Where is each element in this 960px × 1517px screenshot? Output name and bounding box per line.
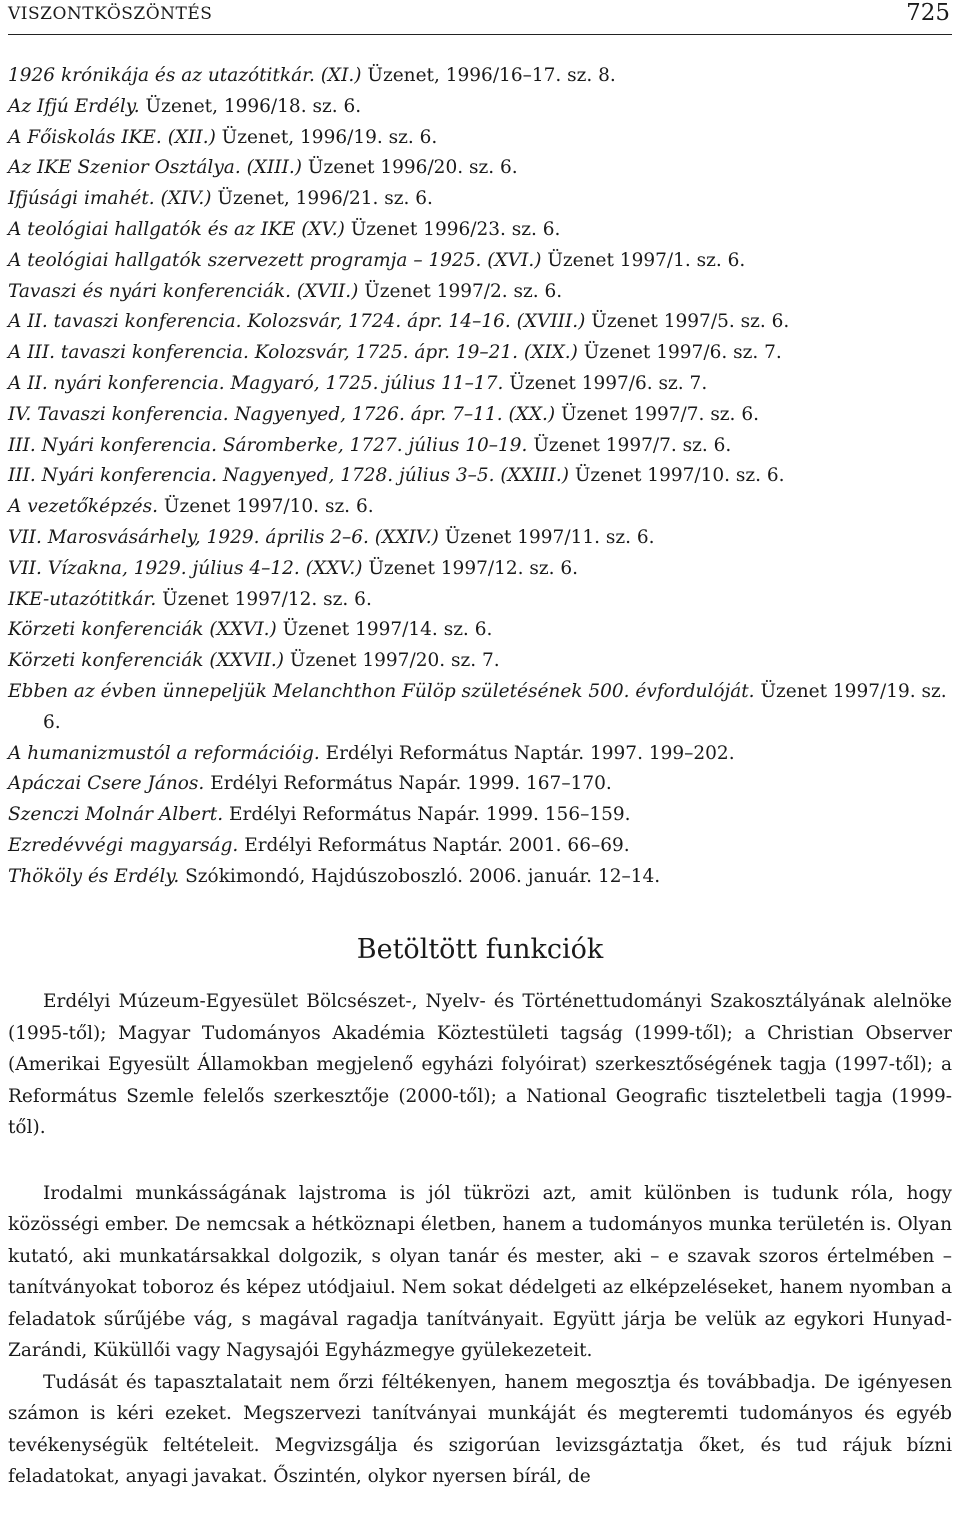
entry-title: Szenczi Molnár Albert. xyxy=(8,804,224,826)
entry-title: IV. Tavaszi konferencia. Nagyenyed, 1726. ápr. 7–11. (XX.) xyxy=(8,403,556,425)
entry-source: Üzenet 1997/1. sz. 6. xyxy=(541,249,746,271)
bibliography-entry xyxy=(8,554,956,585)
entry-source: Üzenet, 1996/18. sz. 6. xyxy=(139,95,362,117)
entry-title: Apáczai Csere János. xyxy=(8,773,205,795)
entry-title: A teológiai hallgatók és az IKE (XV.) xyxy=(8,218,345,240)
entry-source: Erdélyi Református Naptár. 1997. 199–202. xyxy=(319,742,735,764)
bibliography-entry xyxy=(8,92,956,123)
bibliography-list xyxy=(8,61,956,893)
entry-title: Ifjúsági imahét. (XIV.) xyxy=(8,188,212,210)
entry-source: Üzenet 1996/23. sz. 6. xyxy=(344,218,561,240)
entry-title: Az Ifjú Erdély. xyxy=(8,95,140,117)
entry-title: VII. Vízakna, 1929. július 4–12. (XXV.) xyxy=(8,557,363,579)
entry-source: Üzenet, 1996/16–17. sz. 8. xyxy=(361,65,616,86)
entry-source: Üzenet 1997/12. sz. 6. xyxy=(156,588,372,610)
entry-title: A III. tavaszi konferencia. Kolozsvár, 1725. ápr. 19–21. (XIX.) xyxy=(8,342,578,364)
entry-source: Üzenet 1997/2. sz. 6. xyxy=(358,280,563,302)
entry-source: Erdélyi Református Naptár. 2001. 66–69. xyxy=(238,834,630,856)
entry-title: A teológiai hallgatók szervezett programja – 1925. (XVI.) xyxy=(8,249,542,271)
entry-title: A humanizmustól a reformációig. xyxy=(8,742,320,764)
entry-title: Körzeti konferenciák (XXVII.) xyxy=(8,650,285,672)
bibliography-entry xyxy=(8,153,956,184)
entry-source: Üzenet, 1996/19. sz. 6. xyxy=(215,126,438,148)
entry-source: Üzenet 1997/10. sz. 6. xyxy=(568,465,785,487)
bibliography-entry xyxy=(8,615,956,646)
entry-source: Üzenet 1997/7. sz. 6. xyxy=(555,403,759,425)
entry-title: A II. tavaszi konferencia. Kolozsvár, 1724. ápr. 14–16. (XVIII.) xyxy=(8,311,586,333)
bibliography-entry xyxy=(8,646,956,677)
entry-title: A II. nyári konferencia. Magyaró, 1725. július 11–17. xyxy=(8,372,504,394)
entry-source: Üzenet 1996/20. sz. 6. xyxy=(302,157,518,179)
bibliography-entry xyxy=(8,431,956,462)
entry-source: Üzenet 1997/12. sz. 6. xyxy=(362,557,579,579)
entry-title: A vezetőképzés. xyxy=(8,496,158,518)
entry-source: Üzenet 1997/11. sz. 6. xyxy=(438,526,655,548)
entry-source: Szókimondó, Hajdúszoboszló. 2006. január. 12–14. xyxy=(179,865,661,887)
bibliography-entry xyxy=(8,492,956,523)
entry-title: A Főiskolás IKE. (XII.) xyxy=(8,126,216,148)
entry-title: III. Nyári konferencia. Nagyenyed, 1728. július 3–5. (XXIII.) xyxy=(8,465,569,487)
bibliography-entry xyxy=(8,246,956,277)
bibliography-entry xyxy=(8,769,956,800)
bibliography-entry xyxy=(8,739,956,770)
entry-title: Ebben az évben ünnepeljük Melanchthon Fülöp születésének 500. évfordulóját. xyxy=(8,680,755,702)
running-head: VISZONTKÖSZÖNTÉS xyxy=(8,4,213,24)
paragraph: Tudását és tapasztalatait nem őrzi féltékenyen, hanem megosztja és továbbadja. De igényesen számon is kéri ezeket. Megszervezi tanítványai munkáját és megteremti tudományos és egyéb tevékenységük feltételeit. Megvizsgálja és szigorúan levizsgáztatja őket, és tud rájuk bízni feladatokat, anyagi javakat. Őszintén, olykor nyersen bírál, de xyxy=(8,1371,952,1487)
entry-title: Az IKE Szenior Osztálya. (XIII.) xyxy=(8,157,303,179)
body-text xyxy=(8,986,952,1493)
section-title: Betöltött funkciók xyxy=(356,934,604,965)
entry-source: Üzenet 1997/5. sz. 6. xyxy=(585,311,790,333)
entry-source: Üzenet 1997/19. sz. 6. xyxy=(43,680,947,733)
bibliography-entry xyxy=(8,61,956,92)
bibliography-entry xyxy=(8,338,956,369)
bibliography-entry xyxy=(8,215,956,246)
entry-title: III. Nyári konferencia. Sáromberke, 1727. július 10–19. xyxy=(8,434,528,456)
entry-source: Üzenet 1997/14. sz. 6. xyxy=(276,619,493,641)
entry-source: Üzenet 1997/20. sz. 7. xyxy=(284,650,500,672)
bibliography-entry xyxy=(8,523,956,554)
entry-source: Üzenet 1997/10. sz. 6. xyxy=(157,496,374,518)
entry-title: Körzeti konferenciák (XXVI.) xyxy=(8,619,277,641)
bibliography-entry xyxy=(8,461,956,492)
bibliography-entry xyxy=(8,585,956,616)
entry-title: Ezredévvégi magyarság. xyxy=(8,834,239,856)
entry-title: Thököly és Erdély. xyxy=(8,865,180,887)
paragraph: Erdélyi Múzeum-Egyesület Bölcsészet-, Nyelv- és Történettudományi Szakosztályának alelnöke (1995-től); Magyar Tudományos Akadémia Köztestületi tagság (1999-től); a Christian Observer (Amerikai Egyesült Államokban megjelenő egyházi folyóirat) szerkesztőségének tagja (1997-től); a Református Szemle felelős szerkesztője (2000-től); a National Geografic tiszteletbeli tagja (1999-től). xyxy=(8,991,952,1138)
bibliography-entry xyxy=(8,184,956,215)
entry-source: Üzenet, 1996/21. sz. 6. xyxy=(211,188,433,210)
bibliography-entry xyxy=(8,800,956,831)
bibliography-entry xyxy=(8,123,956,154)
entry-source: Erdélyi Református Napár. 1999. 156–159. xyxy=(223,804,631,826)
bibliography-entry xyxy=(8,862,956,893)
entry-title: VII. Marosvásárhely, 1929. április 2–6. (XXIV.) xyxy=(8,526,439,548)
entry-source: Üzenet 1997/7. sz. 6. xyxy=(527,434,732,456)
bibliography-entry xyxy=(8,277,956,308)
entry-source: Üzenet 1997/6. sz. 7. xyxy=(577,342,782,364)
bibliography-entry xyxy=(8,400,956,431)
bibliography-entry xyxy=(8,677,956,739)
paragraph: Irodalmi munkásságának lajstroma is jól tükrözi azt, amit különben is tudunk róla, hogy közösségi ember. De nemcsak a hétköznapi életben, hanem a tudományos munka területén is. Olyan kutató, aki munkatársakkal dolgozik, s olyan tanár és mester, aki – e szavak szoros értelmében – tanítványokat toboroz és képez utódjaiul. Nem sokat dédelgeti az elképzeléseket, hanem nyomban a feladatok sűrűjébe vág, s magával ragadja tanítványait. Együtt járja be velük az egykori Hunyad-Zarándi, Küküllői vagy Nagysajói Egyházmegye gyülekezeteit. xyxy=(8,1182,952,1361)
entry-title: IKE-utazótitkár. xyxy=(8,588,157,610)
entry-source: Erdélyi Református Napár. 1999. 167–170. xyxy=(204,773,612,795)
bibliography-entry xyxy=(8,369,956,400)
entry-title: Tavaszi és nyári konferenciák. (XVII.) xyxy=(8,280,359,302)
page-header xyxy=(8,0,952,35)
entry-source: Üzenet 1997/6. sz. 7. xyxy=(503,372,708,394)
page-number: 725 xyxy=(906,0,950,26)
bibliography-entry xyxy=(8,831,956,862)
entry-title: 1926 krónikája és az utazótitkár. (XI.) xyxy=(8,65,362,86)
bibliography-entry xyxy=(8,307,956,338)
